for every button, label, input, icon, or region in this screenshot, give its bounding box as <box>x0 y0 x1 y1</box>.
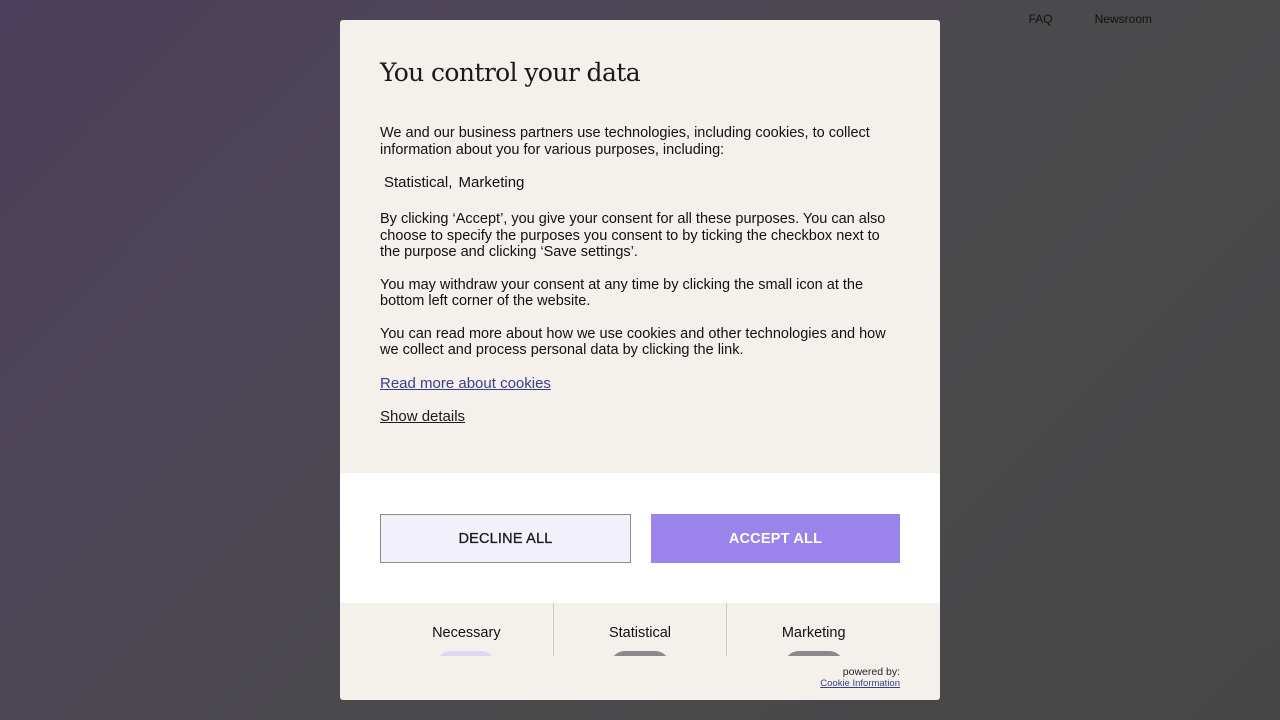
consent-text: By clicking ‘Accept’, you give your consent for all these purposes. You can also choose to specify the purposes you consent to by ticking the checkbox next to the purpose and clicking ‘Save settings’. <box>380 211 886 260</box>
category-label: Statistical <box>608 625 672 641</box>
necessary-toggle[interactable] <box>436 651 496 656</box>
read-more-text: You can read more about how we use cookies and other technologies and how we collect and process personal data by clicking the link. <box>380 325 886 358</box>
powered-by-label: powered by: <box>842 666 900 678</box>
cookie-information-link[interactable]: Cookie Information <box>820 678 900 689</box>
category-marketing <box>726 603 900 656</box>
read-more-cookies-link[interactable]: Read more about cookies <box>380 374 551 392</box>
consent-text-section <box>340 20 940 435</box>
marketing-toggle[interactable] <box>784 651 844 656</box>
show-details-link[interactable]: Show details <box>380 407 466 425</box>
decline-all-button[interactable]: DECLINE ALL <box>380 514 631 563</box>
category-label: Marketing <box>781 625 846 641</box>
nav-link-faq[interactable]: FAQ <box>1028 12 1053 26</box>
accept-all-button[interactable]: ACCEPT ALL <box>651 514 900 563</box>
statistical-toggle[interactable] <box>610 651 670 656</box>
powered-by <box>820 666 900 690</box>
withdraw-text: You may withdraw your consent at any time by clicking the small icon at the bottom left corner of the website. <box>380 276 864 309</box>
category-label: Necessary <box>432 625 501 641</box>
category-statistical <box>553 603 727 656</box>
consent-categories <box>380 603 900 656</box>
dialog-title: You control your data <box>380 58 641 87</box>
category-necessary <box>380 603 553 656</box>
nav-link-newsroom[interactable]: Newsroom <box>1094 12 1152 26</box>
top-navigation <box>1029 12 1152 26</box>
intro-text: We and our business partners use technologies, including cookies, to collect information about you for various purposes, including: <box>380 125 870 158</box>
purposes-list: Statistical, Marketing <box>384 174 525 191</box>
button-area <box>340 473 940 603</box>
cookie-consent-dialog <box>340 20 940 700</box>
